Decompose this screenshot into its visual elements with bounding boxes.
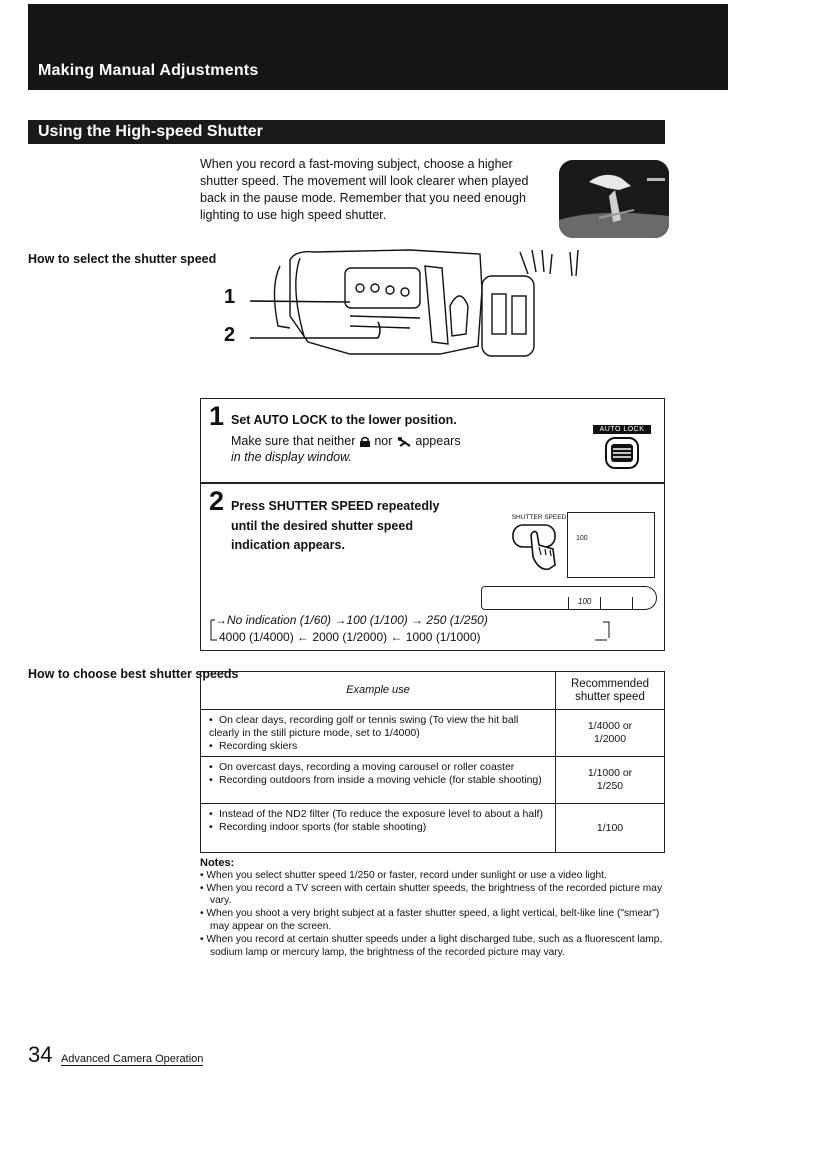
speed-line-1: 1/1000 or bbox=[587, 767, 633, 779]
step-1-text-b: nor bbox=[374, 434, 393, 448]
speed-cycle-diagram bbox=[203, 610, 623, 650]
table-cell-use bbox=[201, 710, 556, 756]
header-speed-line-1: Recommended bbox=[571, 677, 649, 690]
step-2-title-1: Press SHUTTER SPEED repeatedly bbox=[231, 499, 440, 513]
use-item: • On overcast days, recording a moving carousel or roller coaster bbox=[209, 761, 515, 773]
section-title: Using the High-speed Shutter bbox=[38, 123, 263, 140]
lcd-display bbox=[481, 586, 657, 610]
viewfinder-value: 100 bbox=[576, 535, 588, 542]
step-1-text-c: appears bbox=[415, 434, 461, 448]
step-1-text-d: in the display window. bbox=[231, 450, 352, 464]
section-bar bbox=[28, 120, 665, 144]
note-item: • When you record at certain shutter speeds under a light discharged tube, such as a fluorescent lamp, sodium lamp or mercury lamp, the brightness of the recorded picture may vary. bbox=[200, 933, 663, 958]
skier-photo bbox=[559, 160, 669, 238]
page-number: 34 bbox=[28, 1042, 53, 1067]
table-cell-speed bbox=[556, 710, 664, 756]
step-2-title-2: until the desired shutter speed bbox=[231, 519, 413, 533]
footer-section: Advanced Camera Operation bbox=[60, 1053, 204, 1065]
speed-line-2: 1/2000 bbox=[593, 733, 627, 745]
camcorder-illustration bbox=[220, 246, 600, 376]
use-item: • Instead of the ND2 filter (To reduce the exposure level to about a half) bbox=[209, 808, 543, 820]
switch-icon bbox=[593, 434, 651, 470]
callout-2: 2 bbox=[224, 324, 236, 346]
page-footer bbox=[28, 1042, 203, 1068]
table-cell-use bbox=[201, 804, 556, 852]
step-2-box bbox=[200, 483, 665, 651]
use-item: • Recording indoor sports (for stable shooting) bbox=[209, 821, 427, 833]
table-row bbox=[201, 803, 664, 852]
lcd-divider-right bbox=[632, 597, 633, 609]
choose-speeds-label: How to choose best shutter speeds bbox=[28, 667, 239, 681]
shutter-speed-table bbox=[200, 671, 665, 853]
auto-lock-switch bbox=[593, 425, 651, 475]
cycle-line-1: →No indication (1/60) →100 (1/100) → 250 (1/250) bbox=[215, 613, 488, 627]
use-item: • Recording skiers bbox=[209, 740, 298, 752]
step-1-box bbox=[200, 398, 665, 483]
focus-lock-icon bbox=[359, 436, 371, 448]
viewfinder-screen bbox=[567, 512, 655, 578]
chapter-title: Making Manual Adjustments bbox=[38, 62, 259, 79]
step-2-number: 2 bbox=[209, 486, 225, 516]
hand-press-icon bbox=[509, 521, 569, 577]
table-row bbox=[201, 756, 664, 803]
callout-1: 1 bbox=[224, 286, 236, 308]
shutter-speed-button bbox=[509, 514, 569, 582]
use-item: • On clear days, recording golf or tennis swing (To view the hit ball clearly in the still picture mode, set to 1/4000) bbox=[209, 714, 519, 739]
lcd-divider-mid bbox=[600, 597, 601, 609]
header-speed-line-2: shutter speed bbox=[575, 690, 645, 703]
header-recommended bbox=[556, 672, 664, 709]
step-1-title: Set AUTO LOCK to the lower position. bbox=[231, 413, 457, 427]
table-cell-use bbox=[201, 757, 556, 803]
speed-line-1: 1/4000 or bbox=[587, 720, 633, 732]
intro-paragraph: When you record a fast-moving subject, choose a higher shutter speed. The movement will look clearer when played back in the pause mode. Remember that you need enough lighting to use high speed shutter. bbox=[200, 157, 529, 222]
select-speed-label: How to select the shutter speed bbox=[28, 252, 217, 266]
step-2-title-3: indication appears. bbox=[231, 538, 345, 552]
notes bbox=[200, 857, 670, 959]
header-example-use: Example use bbox=[201, 672, 556, 709]
notes-heading: Notes: bbox=[200, 857, 235, 869]
note-item: • When you shoot a very bright subject at a faster shutter speed, a light vertical, belt-like line ("smear") may appear on the screen. bbox=[200, 908, 660, 932]
cycle-line-2: 4000 (1/4000) ← 2000 (1/2000) ← 1000 (1/1000) bbox=[219, 630, 481, 644]
auto-lock-label: AUTO LOCK bbox=[593, 425, 651, 434]
shutter-speed-label: SHUTTER SPEED bbox=[511, 514, 567, 521]
note-item: • When you record a TV screen with certain shutter speeds, the brightness of the recorded picture may vary. bbox=[200, 882, 663, 907]
speed-line-2: 1/250 bbox=[596, 780, 624, 792]
table-row bbox=[201, 709, 664, 756]
lcd-value: 100 bbox=[578, 597, 592, 606]
use-item: • Recording outdoors from inside a moving vehicle (for stable shooting) bbox=[209, 774, 542, 786]
step-1-body bbox=[231, 433, 461, 465]
speed-line-1: 1/100 bbox=[596, 821, 624, 834]
step-1-text-a: Make sure that neither bbox=[231, 434, 356, 448]
chapter-banner bbox=[28, 4, 728, 90]
table-header-row bbox=[201, 672, 664, 709]
auto-lock-icon bbox=[396, 436, 412, 448]
table-cell-speed bbox=[556, 804, 664, 852]
table-cell-speed bbox=[556, 757, 664, 803]
lcd-divider-left bbox=[568, 597, 569, 609]
note-item: • When you select shutter speed 1/250 or faster, record under sunlight or use a video light. bbox=[200, 869, 607, 881]
step-1-number: 1 bbox=[209, 401, 225, 431]
